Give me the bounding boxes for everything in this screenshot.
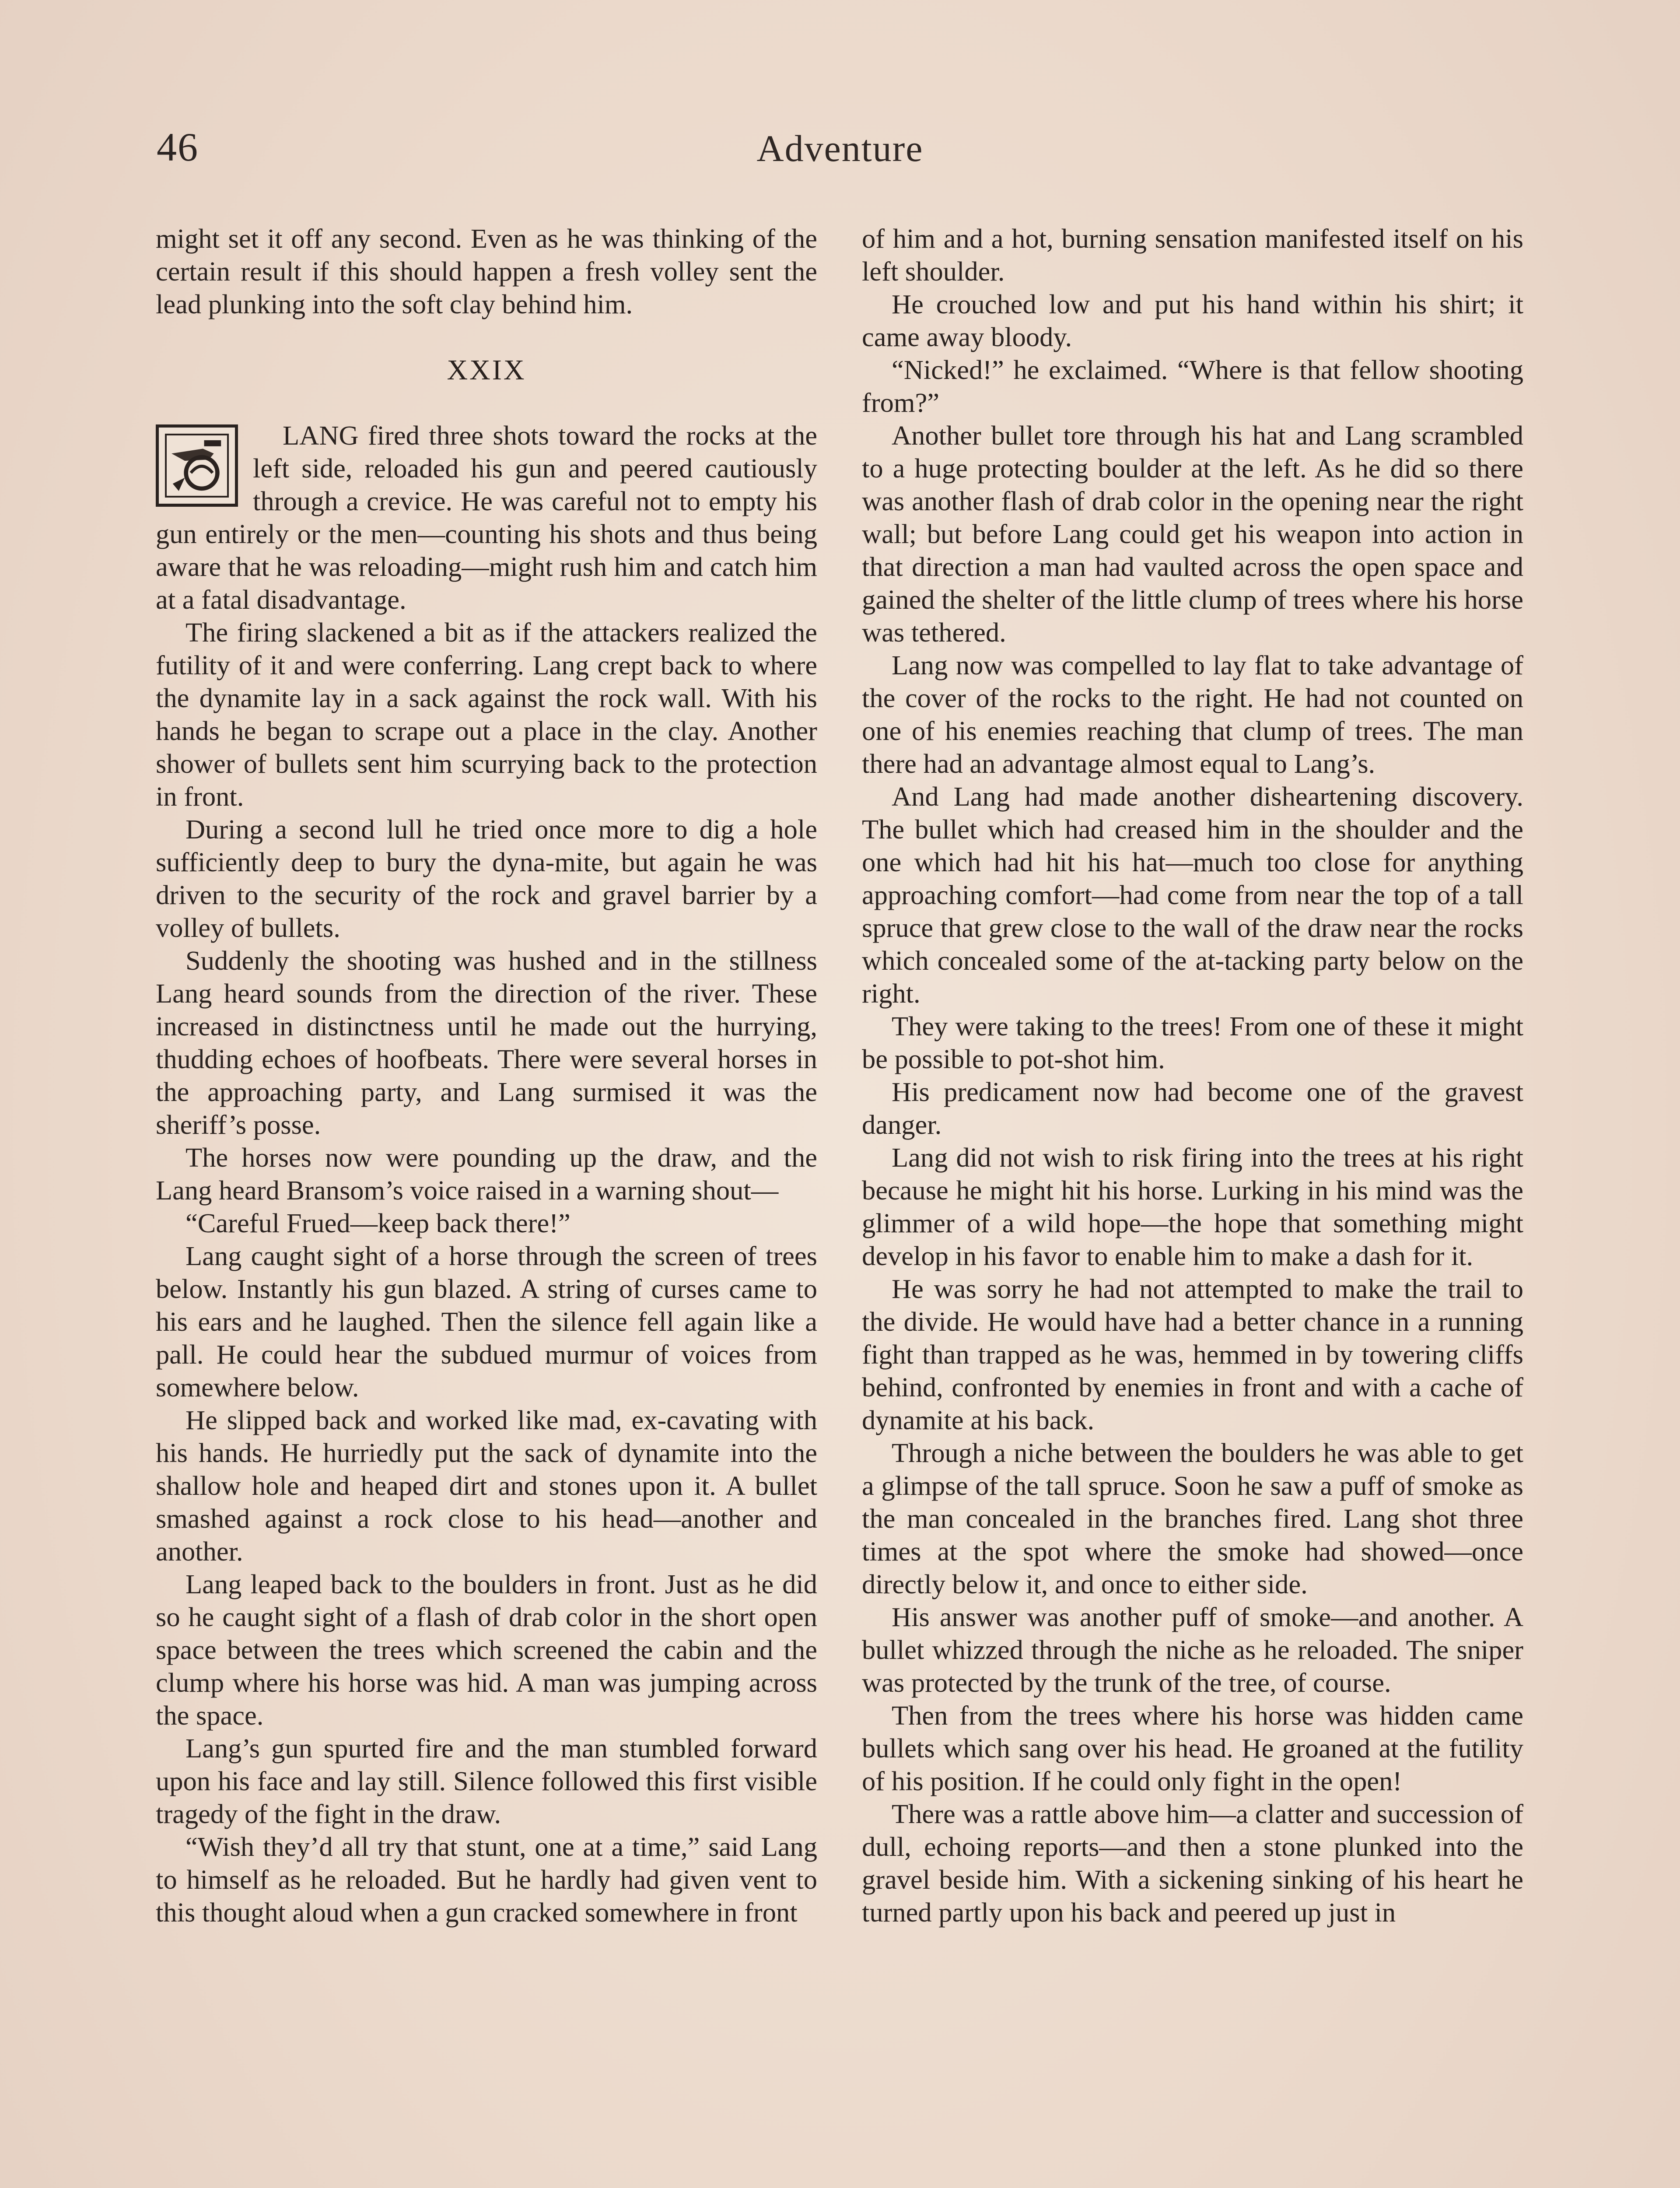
paragraph: Through a niche between the boulders he was able to get a glimpse of the tall spruce. Soon he saw a puff of smoke as the man concealed in the branches fired. Lang shot three times at the spot where the smoke had showed—once directly below it, and once to either side. [862, 1438, 1523, 1599]
paragraph: Suddenly the shooting was hushed and in the stillness Lang heard sounds from the direction of the river. These increased in distinctness until he made out the hurrying, thudding echoes of hoofbeats. There were several horses in the approaching party, and Lang surmised it was the sheriff’s posse. [156, 945, 817, 1140]
paragraph: might set it off any second. Even as he was thinking of the certain result if this should happen a fresh volley sent the lead plunking into the soft clay behind him. [156, 223, 817, 319]
paragraph: Lang did not wish to risk firing into the trees at his right because he might hit his horse. Lurking in his mind was the glimmer of a wild hope—the hope that something might develop in his favor to enable him to make a dash for it. [862, 1142, 1523, 1271]
paragraph: LANG fired three shots toward the rocks at the left side, reloaded his gun and peered cautiously through a crevice. He was careful not to empty his gun entirely or the men—counting his shots and thus being aware that he was reloading—might rush him and catch him at a fatal disadvantage. [156, 420, 817, 615]
paragraph: “Wish they’d all try that stunt, one at a time,” said Lang to himself as he reloaded. But he hardly had given vent to this thought aloud when a gun cracked somewhere in front [156, 1831, 817, 1928]
paragraph: The horses now were pounding up the draw, and the Lang heard Bransom’s voice raised in a warning shout— [156, 1142, 817, 1206]
paragraph: Lang caught sight of a horse through the screen of trees below. Instantly his gun blazed. A string of curses came to his ears and he laughed. Then the silence fell again like a pall. He could hear the subdued murmur of voices from somewhere below. [156, 1241, 817, 1403]
paragraph: Lang now was compelled to lay flat to take advantage of the cover of the rocks to the right. He had not counted on one of his enemies reaching that clump of trees. The man there had an advantage almost equal to Lang’s. [862, 650, 1523, 779]
paragraph: Lang’s gun spurted fire and the man stumbled forward upon his face and lay still. Silence followed this first visible tragedy of the fight in the draw. [156, 1733, 817, 1829]
paragraph: “Careful Frued—keep back there!” [186, 1208, 570, 1238]
paragraph: Another bullet tore through his hat and Lang scrambled to a huge protecting boulder at the left. As he did so there was another flash of drab color in the opening near the right wall; but before Lang could get his weapon into action in that direction a man had vaulted across the open space and gained the shelter of the little clump of trees where his horse was tethered. [862, 420, 1523, 648]
left-column [156, 222, 817, 2188]
paragraph: Lang leaped back to the boulders in front. Just as he did so he caught sight of a flash of drab color in the short open space between the trees which screened the cabin and the clump where his horse was hid. A man was jumping across the space. [156, 1569, 817, 1731]
running-title: Adventure [756, 127, 924, 169]
paragraph: Then from the trees where his horse was hidden came bullets which sang over his head. He groaned at the futility of his position. If he could only fight in the open! [862, 1700, 1523, 1796]
paragraph: He crouched low and put his hand within his shirt; it came away bloody. [862, 289, 1523, 352]
chapter-heading: XXIX [447, 354, 526, 386]
paragraph: The firing slackened a bit as if the attackers realized the futility of it and were conferring. Lang crept back to where the dynamite lay in a sack against the rock wall. With his hands he began to scrape out a place in the clay. Another shower of bullets sent him scurrying back to the protection in front. [156, 617, 817, 812]
paragraph: He slipped back and worked like mad, ex-cavating with his hands. He hurriedly put the sack of dynamite into the shallow hole and heaped dirt and stones upon it. A bullet smashed against a rock close to his head—another and another. [156, 1405, 817, 1567]
paragraph: of him and a hot, burning sensation manifested itself on his left shoulder. [862, 223, 1523, 287]
page-number: 46 [157, 125, 199, 169]
illustrated-drop-cap-icon [156, 424, 238, 507]
right-column [862, 222, 1523, 2188]
paragraph: “Nicked!” he exclaimed. “Where is that fellow shooting from?” [862, 354, 1523, 418]
paragraph: His predicament now had become one of the gravest danger. [862, 1076, 1523, 1140]
paragraph: And Lang had made another disheartening discovery. The bullet which had creased him in the shoulder and the one which had hit his hat—much too close for anything approaching comfort—had come from near the top of a tall spruce that grew close to the wall of the draw near the rocks which concealed some of the at-tacking party below on the right. [862, 781, 1523, 1009]
paragraph: He was sorry he had not attempted to make the trail to the divide. He would have had a better chance in a running fight than trapped as he was, hemmed in by towering cliffs behind, confronted by enemies in front and with a cache of dynamite at his back. [862, 1273, 1523, 1435]
paragraph: There was a rattle above him—a clatter and succession of dull, echoing reports—and then a stone plunked into the gravel beside him. With a sickening sinking of his heart he turned partly upon his back and peered up just in [862, 1799, 1523, 1928]
paragraph: During a second lull he tried once more to dig a hole sufficiently deep to bury the dyna-mite, but again he was driven to the security of the rock and gravel barrier by a volley of bullets. [156, 814, 817, 943]
paragraph: They were taking to the trees! From one of these it might be possible to pot-shot him. [862, 1011, 1523, 1074]
paragraph: His answer was another puff of smoke—and another. A bullet whizzed through the niche as he reloaded. The sniper was protected by the trunk of the tree, of course. [862, 1602, 1523, 1698]
